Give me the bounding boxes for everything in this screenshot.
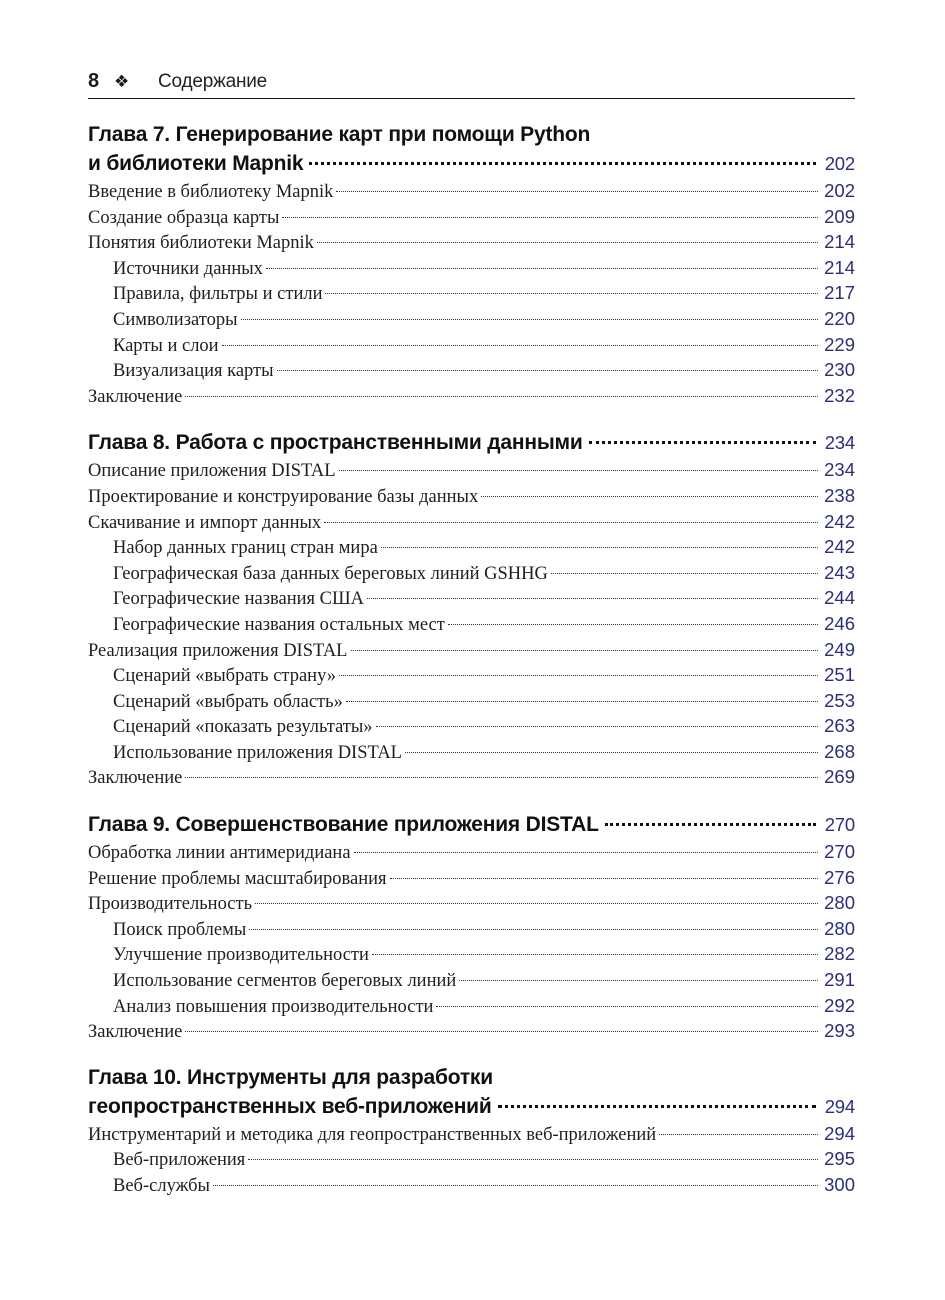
running-head xyxy=(88,70,855,99)
chapter-title: и библиотеки Mapnik xyxy=(88,152,304,175)
dot-leader xyxy=(372,954,818,955)
toc-entry[interactable] xyxy=(88,865,855,891)
dot-leader xyxy=(459,980,818,981)
toc-entry[interactable] xyxy=(88,178,855,204)
toc-entry[interactable] xyxy=(88,764,855,790)
chapter-title-line1: Глава 7. Генерирование карт при помощи Python xyxy=(88,123,591,146)
dot-leader xyxy=(605,823,816,826)
entry-page-number: 243 xyxy=(824,561,855,583)
toc-entry[interactable] xyxy=(88,1121,855,1147)
chapter-section xyxy=(88,810,855,1044)
entry-page-number: 276 xyxy=(824,866,855,888)
entry-page-number: 269 xyxy=(824,766,855,788)
dot-leader xyxy=(659,1134,818,1135)
entry-title: Правила, фильтры и стили xyxy=(113,284,323,305)
toc-subentry[interactable] xyxy=(88,941,855,967)
entry-title: Использование приложения DISTAL xyxy=(113,742,402,763)
entry-title: Производительность xyxy=(88,894,253,915)
toc-subentry[interactable] xyxy=(88,993,855,1019)
entry-title: Заключение xyxy=(88,1022,183,1043)
entry-page-number: 295 xyxy=(824,1148,855,1170)
entry-page-number: 209 xyxy=(824,205,855,227)
toc-entry[interactable] xyxy=(88,890,855,916)
entry-title: Веб-приложения xyxy=(113,1150,246,1171)
chapter-heading[interactable] xyxy=(88,428,855,457)
entry-title: Сценарий «показать результаты» xyxy=(113,717,373,738)
entry-title: Визуализация карты xyxy=(113,361,274,382)
toc-subentry[interactable] xyxy=(88,357,855,383)
entry-title: Реализация приложения DISTAL xyxy=(88,640,348,661)
toc-subentry[interactable] xyxy=(88,560,855,586)
entry-page-number: 202 xyxy=(824,180,855,201)
dot-leader xyxy=(325,293,818,294)
entry-page-number: 230 xyxy=(824,359,855,381)
entry-title: Решение проблемы масштабирования xyxy=(88,868,387,889)
entry-page-number: 280 xyxy=(824,917,855,939)
toc-subentry[interactable] xyxy=(88,688,855,714)
dot-leader xyxy=(376,726,818,727)
dot-leader xyxy=(351,650,819,651)
entry-page-number: 214 xyxy=(824,256,855,278)
chapter-page-number: 294 xyxy=(824,1095,855,1117)
dot-leader xyxy=(405,752,818,753)
toc-page xyxy=(88,70,855,1198)
dot-leader xyxy=(282,217,818,218)
table-of-contents xyxy=(88,121,855,1198)
entry-title: Улучшение производительности xyxy=(113,945,369,966)
entry-title: Проектирование и конструирование базы данных xyxy=(88,486,479,507)
dot-leader xyxy=(339,470,819,471)
dot-leader xyxy=(222,345,818,346)
toc-subentry[interactable] xyxy=(88,255,855,281)
toc-entry[interactable] xyxy=(88,204,855,230)
page-number: 8 xyxy=(88,70,100,92)
toc-entry[interactable] xyxy=(88,483,855,509)
toc-entry[interactable] xyxy=(88,637,855,663)
entry-page-number: 300 xyxy=(824,1174,855,1195)
dot-leader xyxy=(241,319,818,320)
entry-title: Описание приложения DISTAL xyxy=(88,461,336,482)
toc-subentry[interactable] xyxy=(88,662,855,688)
toc-subentry[interactable] xyxy=(88,280,855,306)
dot-leader xyxy=(367,598,818,599)
dot-leader xyxy=(481,496,818,497)
entry-page-number: 220 xyxy=(824,307,855,329)
dot-leader xyxy=(185,777,818,778)
chapter-title: геопространственных веб-приложений xyxy=(88,1094,492,1118)
entry-page-number: 217 xyxy=(824,282,855,304)
ornament-icon: ❖ xyxy=(114,72,130,92)
toc-subentry[interactable] xyxy=(88,332,855,358)
entry-page-number: 291 xyxy=(824,969,855,991)
dot-leader xyxy=(249,929,818,930)
entry-title: Анализ повышения производительности xyxy=(113,996,434,1017)
dot-leader xyxy=(336,191,818,192)
entry-page-number: 263 xyxy=(824,715,855,737)
running-title: Содержание xyxy=(158,71,268,92)
entry-title: Источники данных xyxy=(113,258,263,279)
entry-page-number: 251 xyxy=(824,664,855,686)
entry-page-number: 280 xyxy=(824,892,855,914)
entry-title: Карты и слои xyxy=(113,335,219,356)
entry-page-number: 229 xyxy=(824,333,855,355)
dot-leader xyxy=(317,242,818,243)
entry-title: Веб-службы xyxy=(113,1176,210,1196)
entry-title: Сценарий «выбрать область» xyxy=(113,691,343,712)
entry-title: Инструментарий и методика для геопространственных веб-приложений xyxy=(88,1124,657,1145)
entry-title: Создание образца карты xyxy=(88,207,280,228)
dot-leader xyxy=(185,396,818,397)
entry-title: Введение в библиотеку Mapnik xyxy=(88,182,334,202)
toc-entry[interactable] xyxy=(88,229,855,255)
toc-subentry[interactable] xyxy=(88,611,855,637)
chapter-heading[interactable] xyxy=(88,149,855,178)
entry-page-number: 238 xyxy=(824,484,855,506)
chapter-section xyxy=(88,1064,855,1198)
entry-page-number: 232 xyxy=(824,384,855,406)
entry-title: Скачивание и импорт данных xyxy=(88,512,322,533)
entry-title: Сценарий «выбрать страну» xyxy=(113,666,337,687)
toc-entry[interactable] xyxy=(88,839,855,865)
toc-entry[interactable] xyxy=(88,1018,855,1044)
dot-leader xyxy=(309,162,816,165)
dot-leader xyxy=(354,852,818,853)
dot-leader xyxy=(277,370,818,371)
dot-leader xyxy=(339,675,818,676)
toc-subentry[interactable] xyxy=(88,585,855,611)
chapter-heading[interactable] xyxy=(88,1092,855,1121)
dot-leader xyxy=(381,547,818,548)
entry-title: Географические названия остальных мест xyxy=(113,614,445,635)
entry-page-number: 246 xyxy=(824,612,855,634)
toc-subentry[interactable] xyxy=(88,713,855,739)
dot-leader xyxy=(213,1185,818,1186)
entry-page-number: 242 xyxy=(824,536,855,558)
dot-leader xyxy=(390,878,818,879)
entry-page-number: 268 xyxy=(824,740,855,762)
entry-title: Обработка линии антимеридиана xyxy=(88,843,351,864)
entry-title: Географические названия США xyxy=(113,589,365,610)
entry-page-number: 253 xyxy=(824,689,855,711)
entry-page-number: 282 xyxy=(824,943,855,965)
chapter-page-number: 270 xyxy=(824,814,855,836)
chapter-section xyxy=(88,121,855,408)
entry-title: Поиск проблемы xyxy=(113,919,247,940)
dot-leader xyxy=(498,1105,816,1108)
chapter-title: Глава 9. Совершенствование приложения DISTAL xyxy=(88,813,599,837)
entry-page-number: 244 xyxy=(824,587,855,609)
entry-title: Географическая база данных береговых линий GSHHG xyxy=(113,563,548,584)
toc-subentry[interactable] xyxy=(88,916,855,942)
toc-subentry[interactable] xyxy=(88,534,855,560)
entry-page-number: 293 xyxy=(824,1020,855,1042)
dot-leader xyxy=(346,701,818,702)
toc-subentry[interactable] xyxy=(88,1146,855,1172)
entry-page-number: 234 xyxy=(824,459,855,481)
entry-page-number: 292 xyxy=(824,994,855,1016)
entry-page-number: 242 xyxy=(824,510,855,532)
entry-page-number: 294 xyxy=(824,1122,855,1144)
dot-leader xyxy=(448,624,818,625)
toc-subentry[interactable] xyxy=(88,967,855,993)
dot-leader xyxy=(551,573,818,574)
dot-leader xyxy=(185,1031,818,1032)
chapter-section xyxy=(88,428,855,790)
toc-entry[interactable] xyxy=(88,509,855,535)
entry-title: Заключение xyxy=(88,768,183,789)
entry-title: Набор данных границ стран мира xyxy=(113,538,378,559)
dot-leader xyxy=(266,268,818,269)
toc-entry[interactable] xyxy=(88,457,855,483)
dot-leader xyxy=(255,903,818,904)
chapter-page-number: 234 xyxy=(824,432,855,454)
dot-leader xyxy=(248,1159,818,1160)
entry-title: Символизаторы xyxy=(113,309,238,330)
entry-title: Понятия библиотеки Mapnik xyxy=(88,233,314,254)
chapter-title: Глава 8. Работа с пространственными данными xyxy=(88,431,583,455)
chapter-heading[interactable] xyxy=(88,810,855,839)
dot-leader xyxy=(436,1006,818,1007)
dot-leader xyxy=(589,441,816,444)
toc-subentry[interactable] xyxy=(88,1172,855,1198)
entry-title: Заключение xyxy=(88,386,183,407)
dot-leader xyxy=(324,522,818,523)
entry-title: Использование сегментов береговых линий xyxy=(113,971,457,992)
toc-subentry[interactable] xyxy=(88,306,855,332)
toc-entry[interactable] xyxy=(88,383,855,409)
chapter-title-line1: Глава 10. Инструменты для разработки xyxy=(88,1065,493,1089)
entry-page-number: 214 xyxy=(824,231,855,253)
entry-page-number: 270 xyxy=(824,841,855,863)
toc-subentry[interactable] xyxy=(88,739,855,765)
chapter-page-number: 202 xyxy=(824,153,855,174)
entry-page-number: 249 xyxy=(824,638,855,660)
